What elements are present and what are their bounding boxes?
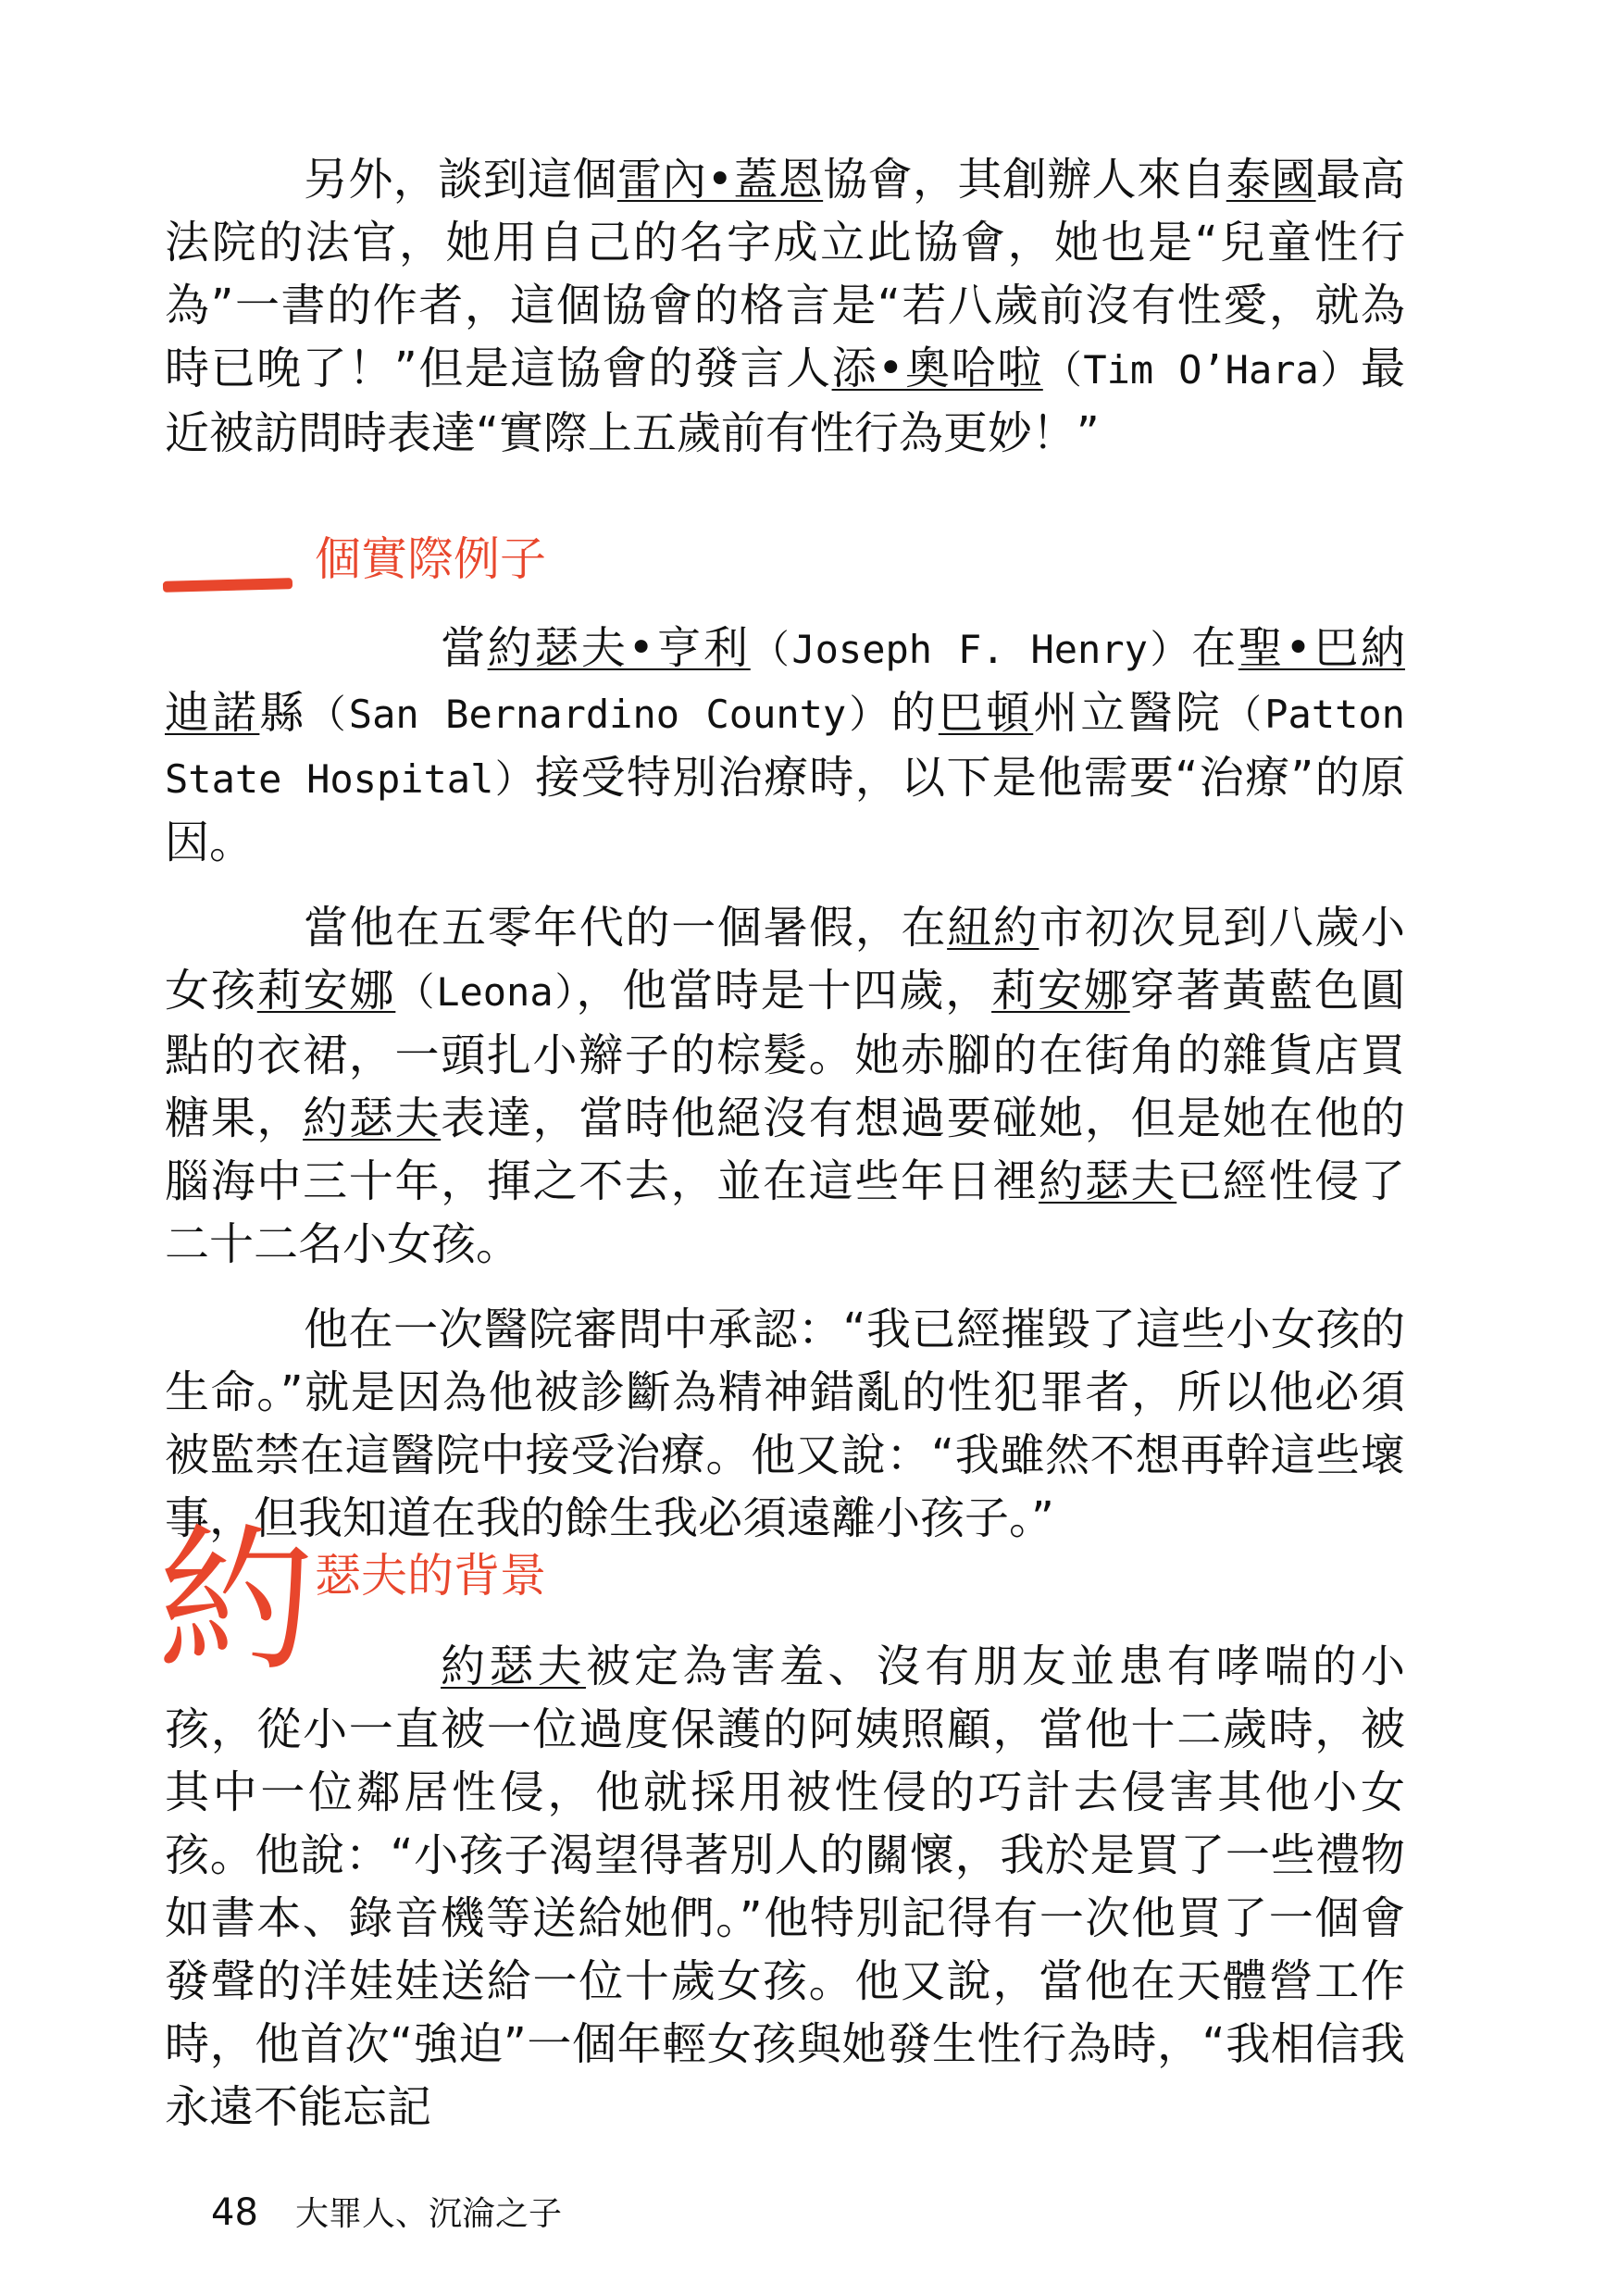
text-run: 市初次見到八歲小女孩 <box>165 902 1405 1017</box>
text-run: 的 <box>890 687 939 739</box>
heading-1 <box>315 531 546 587</box>
drop-cap: 約 <box>157 1510 316 1693</box>
text-run: 最高法院的法官，她用自己的名字成立此協會，她也是“兒童性行為”一書的作者，這個協會的格言是“若八歲前沒有性愛，就為時已晚了！”但是這協會的發言人 <box>165 154 1405 394</box>
underlined-name: 泰國 <box>1226 154 1316 206</box>
text-run: 協會，其創辦人來自 <box>823 154 1226 206</box>
text-run: 在 <box>1191 622 1238 674</box>
text-run: 穿著黃藍色圓點的衣裙，一頭扎小辮子的棕髮。她赤腳的在街角的雜貨店買糖果， <box>165 965 1405 1144</box>
book-title: 大罪人、沉淪之子 <box>295 2195 563 2233</box>
page-number: 48 <box>211 2191 258 2234</box>
underlined-name: 紐約 <box>947 902 1039 954</box>
underlined-name: 雷內•蓋恩 <box>616 154 824 206</box>
latin-text: （Tim O’Hara） <box>1042 347 1361 393</box>
underlined-name: 巴頓 <box>938 687 1034 739</box>
underlined-name: 聖•巴納迪諾 <box>165 622 1405 739</box>
page-footer <box>211 2190 562 2238</box>
underlined-name: 約瑟夫•亨利 <box>487 622 751 674</box>
text-run: 州立醫院 <box>1033 687 1224 739</box>
underlined-name: 莉安娜 <box>991 965 1130 1017</box>
text-run: 接受特別治療時，以下是他需要“治療”的原因。 <box>165 752 1405 868</box>
text-run: 他在一次醫院審問中承認：“我已經摧毀了這些小女孩的生命。”就是因為他被診斷為精神錯亂的性犯罪者，所以他必須被監禁在這醫院中接受治療。他又說：“我雖然不想再幹這些壞事，但我知道在我的餘生我必須遠離小孩子。” <box>165 1304 1405 1544</box>
text-run: 當 <box>441 622 488 674</box>
underlined-name: 約瑟夫 <box>1039 1155 1177 1207</box>
section-2 <box>165 617 1405 1550</box>
latin-text: （San Bernardino County） <box>306 692 891 737</box>
underlined-name: 約瑟夫 <box>303 1092 442 1144</box>
text-run: 被定為害羞、沒有朋友並患有哮喘的小孩，從小一直被一位過度保護的阿姨照顧，當他十二歲時，被其中一位鄰居性侵，他就採用被性侵的巧計去侵害其他小女孩。他說：“小孩子渴望得著別人的關懷，我於是買了一些禮物如書本、錄音機等送給她們。”他特別記得有一次他買了一個會發聲的洋娃娃送給一位十歲女孩。他又說，當他在天體營工作時，他首次“強迫”一個年輕女孩與她發生性行為時，“我相信我永遠不能忘記 <box>165 1641 1405 2133</box>
latin-text: （Joseph F. Henry） <box>750 627 1192 672</box>
underlined-name: 莉安娜 <box>256 965 396 1017</box>
paragraph-1 <box>165 148 1405 465</box>
paragraph-5 <box>165 1635 1405 2139</box>
section-3 <box>165 1635 1405 2139</box>
text-run: 最近被訪問時表達“實際上五歲前有性行為更妙！” <box>165 343 1405 459</box>
underlined-name: 添•奧哈啦 <box>831 343 1043 394</box>
paragraph-4 <box>165 1298 1405 1550</box>
text-run: 已經性侵了二十二名小女孩。 <box>165 1155 1405 1270</box>
text-run: 表達，當時他絕沒有想過要碰她，但是她在他的腦海中三十年，揮之不去，並在這些年日裡 <box>165 1092 1405 1207</box>
text-run: 另外，談到這個 <box>304 154 617 206</box>
heading-1-text: 個實際例子 <box>315 532 546 586</box>
paragraph-2 <box>165 617 1405 874</box>
text-run: ，他當時是十四歲， <box>576 965 992 1017</box>
underlined-name: 約瑟夫 <box>441 1641 586 1692</box>
paragraph-3 <box>165 896 1405 1276</box>
text-run: 縣 <box>259 687 307 739</box>
heading-1-mark <box>163 578 292 593</box>
latin-text: （Leona） <box>395 969 577 1015</box>
heading-2-text: 瑟夫的背景 <box>315 1549 546 1603</box>
latin-text: （Patton State Hospital） <box>165 692 1405 802</box>
section-1 <box>165 148 1405 465</box>
text-run: 當他在五零年代的一個暑假，在 <box>304 902 948 954</box>
heading-2 <box>315 1548 546 1603</box>
